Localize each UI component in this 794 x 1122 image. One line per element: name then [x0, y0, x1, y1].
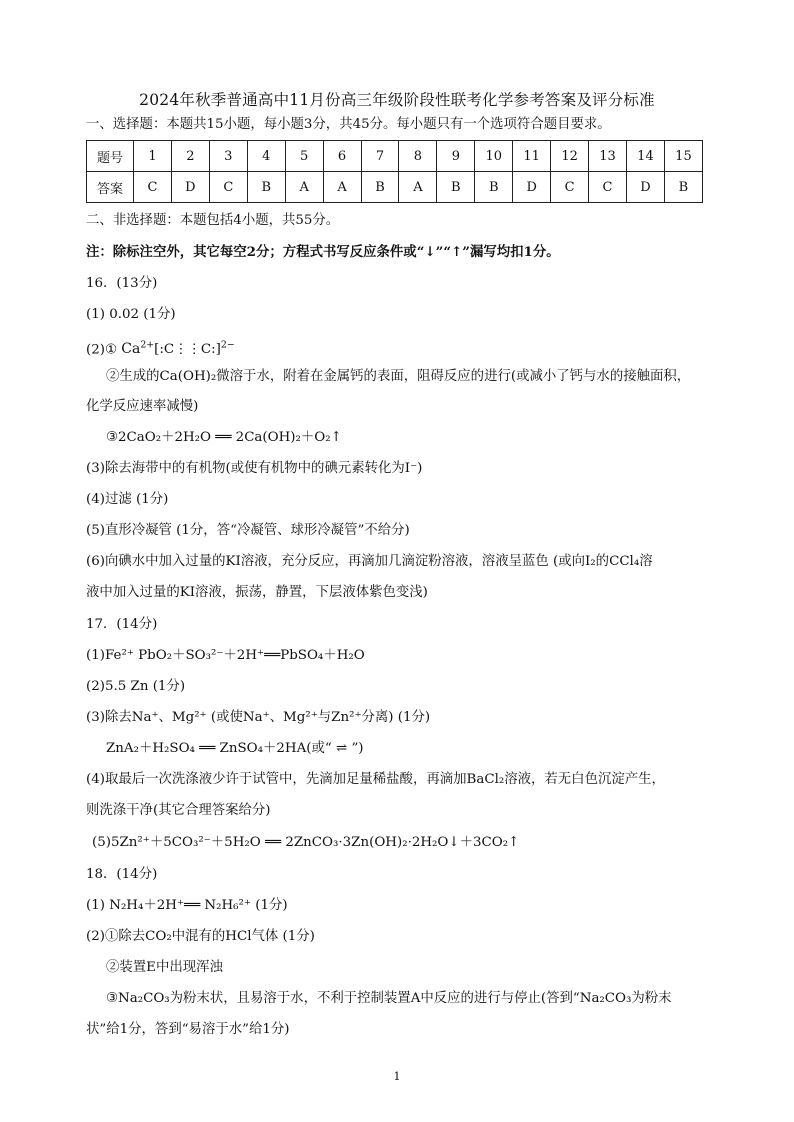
q16-part2-label: (2)① [86, 342, 117, 358]
section-2-heading: 二、非选择题：本题包括4小题，共55分。 [86, 213, 340, 228]
section-1-heading: 一、选择题：本题共15小题，每小题3分，共45分。每小题只有一个选项符合题目要求。 [86, 117, 611, 132]
q16-part2-3: ③2CaO₂＋2H₂O ══ 2Ca(OH)₂＋O₂↑ [106, 430, 342, 445]
q18-part2-1: (2)①除去CO₂中混有的HCl气体 (1分) [86, 929, 315, 944]
answer-cell: D [171, 172, 209, 203]
q16-part2-2-cont: 化学反应速率减慢) [86, 399, 199, 414]
question-number-cell: 6 [323, 141, 361, 172]
electron-formula-cation-charge: 2+ [140, 340, 155, 351]
question-number-cell: 7 [361, 141, 399, 172]
q18-part2-2: ②装置E中出现浑浊 [106, 960, 223, 975]
answer-row [87, 172, 703, 203]
question-number-cell: 9 [437, 141, 475, 172]
question-number-row [87, 141, 703, 172]
q16-part6: (6)向碘水中加入过量的KI溶液，充分反应，再滴加几滴淀粉溶液，溶液呈蓝色 (或向I₂的CCl₄溶 [86, 554, 653, 569]
question-number-cell: 11 [513, 141, 551, 172]
scoring-note: 注：除标注空外，其它每空2分；方程式书写反应条件或“↓”“↑”漏写均扣1分。 [86, 244, 560, 260]
question-number-cell: 10 [475, 141, 513, 172]
answer-cell: D [513, 172, 551, 203]
q17-part4-cont: 则洗涤干净(其它合理答案给分) [86, 803, 271, 818]
electron-formula-cation: Ca [121, 341, 141, 358]
q16-part2-1 [86, 337, 235, 359]
question-number-cell: 13 [589, 141, 627, 172]
answer-cell: B [475, 172, 513, 203]
page-number: 1 [393, 1070, 401, 1083]
q18-part1: (1) N₂H₄＋2H⁺══ N₂H₆²⁺ (1分) [86, 898, 288, 913]
answer-cell: B [361, 172, 399, 203]
q18-part2-3-cont: 状”给1分，答到“易溶于水”给1分) [86, 1022, 290, 1037]
row-header-number: 题号 [87, 141, 134, 172]
question-number-cell: 1 [134, 141, 172, 172]
q16-part5: (5)直形冷凝管 (1分，答“冷凝管、球形冷凝管”不给分) [86, 523, 410, 538]
q16-part1: (1) 0.02 (1分) [86, 307, 176, 322]
question-number-cell: 8 [399, 141, 437, 172]
q16-part3: (3)除去海带中的有机物(或使有机物中的碘元素转化为I⁻) [86, 461, 423, 476]
answer-cell: B [664, 172, 702, 203]
row-header-answer: 答案 [87, 172, 134, 203]
question-number-cell: 14 [626, 141, 664, 172]
electron-formula-anion: [:C⋮⋮C:] [154, 342, 221, 358]
q16-part2-2: ②生成的Ca(OH)₂微溶于水，附着在金属钙的表面，阻碍反应的进行(或减小了钙与水的接触面积， [106, 369, 691, 384]
answer-cell: A [323, 172, 361, 203]
q17-part4: (4)取最后一次洗涤液少许于试管中，先滴加足量稀盐酸，再滴加BaCl₂溶液，若无白色沉淀产生， [86, 772, 665, 787]
answer-cell: C [134, 172, 172, 203]
q17-part3: (3)除去Na⁺、Mg²⁺ (或使Na⁺、Mg²⁺与Zn²⁺分离) (1分) [86, 710, 431, 725]
answer-cell: A [399, 172, 437, 203]
q16-part6-cont: 液中加入过量的KI溶液，振荡，静置，下层液体紫色变浅) [86, 585, 428, 600]
q16-header: 16．(13分) [86, 276, 158, 291]
q18-part2-3: ③Na₂CO₃为粉末状，且易溶于水，不利于控制装置A中反应的进行与停止(答到“Na₂CO₃为粉末 [106, 991, 672, 1006]
question-number-cell: 2 [171, 141, 209, 172]
q17-part1: (1)Fe²⁺ PbO₂＋SO₃²⁻＋2H⁺══PbSO₄＋H₂O [86, 648, 365, 663]
question-number-cell: 4 [247, 141, 285, 172]
answer-cell: D [626, 172, 664, 203]
answer-table [86, 140, 703, 203]
electron-formula [121, 342, 234, 357]
q17-header: 17．(14分) [86, 617, 158, 632]
question-number-cell: 12 [551, 141, 589, 172]
q17-part5: (5)5Zn²⁺＋5CO₃²⁻＋5H₂O ══ 2ZnCO₃·3Zn(OH)₂·2H₂O↓＋3CO₂↑ [92, 835, 520, 850]
answer-cell: B [437, 172, 475, 203]
q18-header: 18．(14分) [86, 867, 158, 882]
answer-cell: A [285, 172, 323, 203]
question-number-cell: 5 [285, 141, 323, 172]
answer-cell: C [551, 172, 589, 203]
page-title: 2024年秋季普通高中11月份高三年级阶段性联考化学参考答案及评分标准 [139, 91, 655, 109]
answer-cell: C [589, 172, 627, 203]
answer-cell: C [209, 172, 247, 203]
question-number-cell: 3 [209, 141, 247, 172]
question-number-cell: 15 [664, 141, 702, 172]
electron-formula-anion-charge: 2− [220, 340, 235, 351]
answer-cell: B [247, 172, 285, 203]
q16-part4: (4)过滤 (1分) [86, 492, 169, 507]
q17-part2: (2)5.5 Zn (1分) [86, 679, 186, 694]
q17-part3-equation: ZnA₂＋H₂SO₄ ══ ZnSO₄＋2HA(或“ ⇌ ”) [106, 741, 364, 756]
